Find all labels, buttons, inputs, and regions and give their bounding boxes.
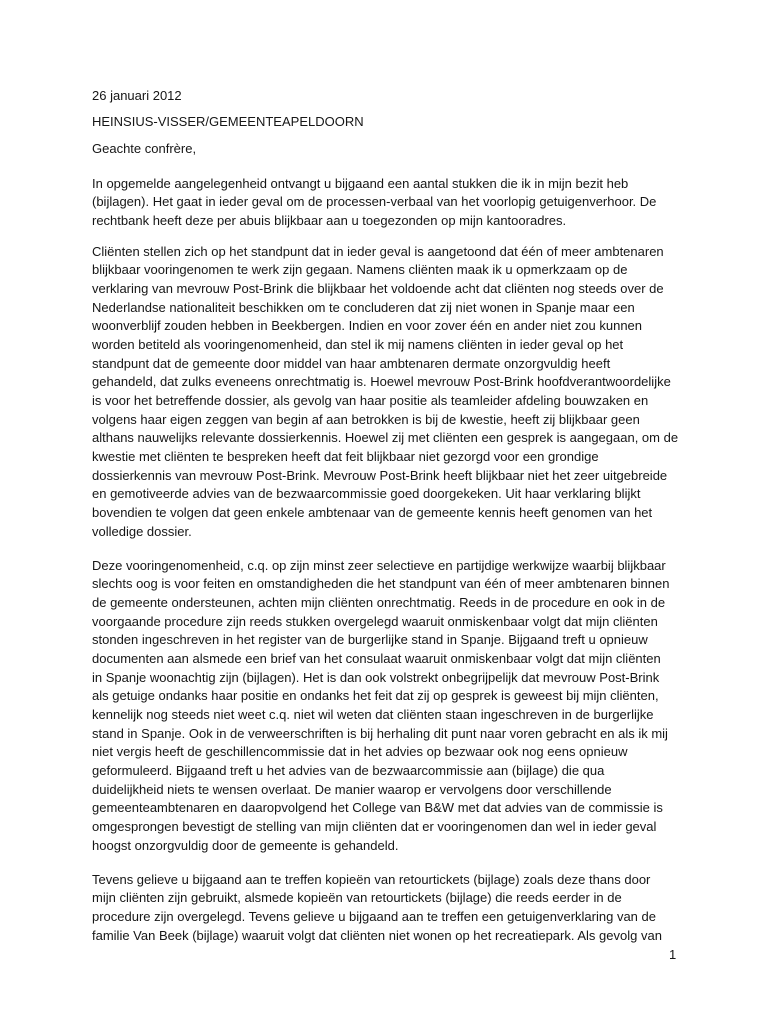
text-line: stonden ingeschreven in het register van de burgerlijke stand in Spanje. Bijgaand treft u opnieuw: [92, 632, 648, 648]
text-line: mijn cliënten zijn gebruikt, alsmede kopieën van retourtickets (bijlage) die reeds eerder in de: [92, 890, 622, 906]
text-line: In opgemelde aangelegenheid ontvangt u bijgaand een aantal stukken die ik in mijn bezit heb: [92, 175, 629, 191]
text-line: stand in Spanje. Ook in de verweerschriften is bij herhaling dit punt naar voren gebracht en als ik mij: [92, 725, 668, 741]
text-line: kwestie met cliënten te bespreken heeft dat feit blijkbaar niet gezorgd voor een grondige: [92, 448, 599, 464]
text-line: bovendien te volgen dat geen enkele ambtenaar van de gemeente kennis heeft genomen van het: [92, 504, 653, 520]
page-number: 1: [669, 946, 677, 962]
text-line: volgens haar eigen zeggen van begin af aan betrokken is bij de kwestie, heeft zij blijkbaar geen: [92, 411, 640, 427]
text-line: voorgaande procedure zijn reeds stukken overgelegd waaruit onmiskenbaar volgt dat mijn cliënten: [92, 613, 658, 629]
letter-reference: HEINSIUS-VISSER/GEMEENTEAPELDOORN: [92, 113, 364, 129]
text-line: familie Van Beek (bijlage) waaruit volgt dat cliënten niet wonen op het recreatiepark. Als gevolg van: [92, 927, 662, 943]
text-line: de gemeente ondersteunen, achten mijn cliënten onrechtmatig. Reeds in de procedure en ook in de: [92, 595, 666, 610]
text-line: en gemotiveerde advies van de bezwaarcommissie goed doorgekeken. Uit haar verklaring blijkt: [92, 486, 641, 502]
text-line: Cliënten stellen zich op het standpunt dat in ieder geval is aangetoond dat één of meer ambtenaren: [92, 243, 664, 259]
text-line: woonverblijf zouden hebben in Beekbergen. Indien en voor zover één en ander niet zou kunnen: [92, 318, 643, 334]
text-line: slechts oog is voor feiten en omstandigheden die het standpunt van één of meer ambtenaren binnen: [92, 576, 670, 592]
text-line: standpunt dat de gemeente door middel van haar ambtenaren dermate onzorgvuldig heeft: [92, 355, 611, 371]
text-line: geformuleerd. Bijgaand treft u het advies van de bezwaarcommissie aan (bijlage) die qua: [92, 762, 605, 778]
text-line: (bijlagen). Het gaat in ieder geval om de processen-verbaal van het voorlopig getuigenverhoor. De: [92, 194, 657, 210]
text-line: hoogst onzorgvuldig door de gemeente is gehandeld.: [92, 837, 399, 853]
text-line: niet vergis heeft de geschillencommissie dat in het advies op bezwaar ook nog eens opnieuw: [92, 744, 628, 760]
text-line: gehandeld, dat zulks eveneens onrechtmatig is. Hoewel mevrouw Post-Brink hoofdverantwoordelijke: [92, 374, 671, 390]
letter-salutation: Geachte confrère,: [92, 140, 197, 156]
letter-date: 26 januari 2012: [92, 87, 182, 103]
text-line: duidelijkheid niets te wensen overlaat. De manier waarop er vervolgens door verschillende: [92, 781, 612, 797]
text-line: rechtbank heeft deze per abuis blijkbaar aan u toegezonden op mijn kantooradres.: [92, 213, 567, 228]
text-line: Tevens gelieve u bijgaand aan te treffen kopieën van retourtickets (bijlage) zoals deze thans door: [92, 871, 651, 887]
text-line: kennelijk nog steeds niet weet c.q. niet wil weten dat cliënten staan ingeschreven in de burgerlijke: [92, 706, 654, 722]
text-line: omgesprongen bevestigt de stelling van mijn cliënten dat er vooringenomen dan wel in ieder geval: [92, 818, 657, 834]
paragraph-1: [92, 175, 656, 231]
paragraph-2: [92, 243, 678, 542]
text-line: dossierkennis van mevrouw Post-Brink. Mevrouw Post-Brink heeft blijkbaar niet het zeer uitgebreide: [92, 467, 668, 483]
text-line: verklaring van mevrouw Post-Brink die blijkbaar het voldoende acht dat cliënten nog steeds over de: [92, 281, 664, 296]
text-line: procedure zijn overgelegd. Tevens gelieve u bijgaand aan te treffen een getuigenverklaring van de: [92, 909, 656, 924]
text-line: Deze vooringenomenheid, c.q. op zijn minst zeer selectieve en partijdige werkwijze waarbij blijkbaar: [92, 557, 666, 573]
text-line: volledige dossier.: [92, 523, 192, 539]
text-line: Nederlandse nationaliteit beschikken om te concluderen dat zij niet wonen in Spanje maar een: [92, 299, 635, 315]
text-line: gemeenteambtenaren en daaropvolgend het College van B&W met dat advies van de commissie is: [92, 800, 663, 816]
paragraph-3: [92, 557, 669, 856]
text-line: is voor het betreffende dossier, als gevolg van haar positie als teamleider afdeling bouwzaken en: [92, 392, 649, 408]
text-line: blijkbaar vooringenomen te werk zijn gegaan. Namens cliënten maak ik u opmerkzaam op de: [92, 262, 628, 278]
text-line: als getuige ondanks haar positie en ondanks het feit dat zij op gesprek is geweest bij mijn cliënten,: [92, 688, 659, 704]
paragraph-4: [92, 871, 662, 946]
text-line: in Spanje woonachtig zijn (bijlagen). Het is dan ook volstrekt onbegrijpelijk dat mevrouw Post-Brink: [92, 669, 660, 685]
text-line: documenten aan alsmede een brief van het consulaat waaruit onmiskenbaar volgt dat mijn cliënten: [92, 650, 661, 666]
text-line: althans nauwelijks relevante dossierkennis. Hoewel zij met cliënten een gesprek is aangegaan, om de: [92, 430, 679, 446]
text-line: worden betiteld als vooringenomenheid, dan stel ik mij namens cliënten in ieder geval op het: [92, 336, 624, 352]
